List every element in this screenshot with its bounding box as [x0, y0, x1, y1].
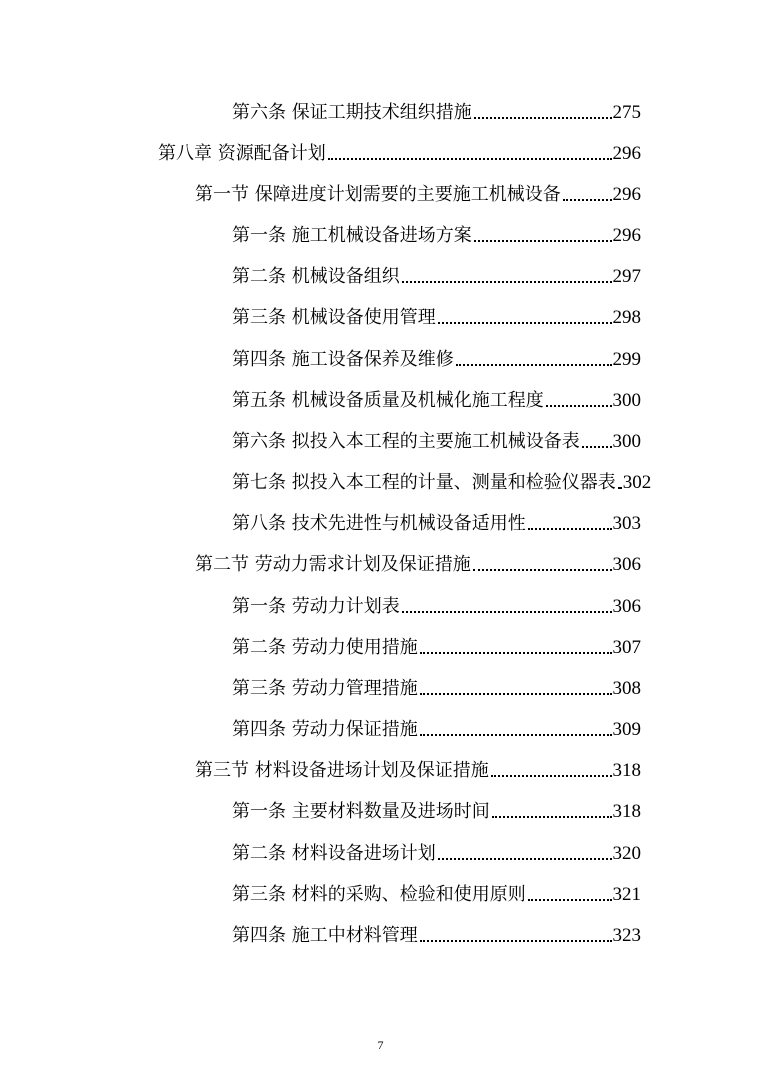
- toc-leader-dots: [420, 940, 612, 942]
- toc-entry: [232, 711, 641, 741]
- toc-entry-page: 275: [612, 102, 641, 123]
- toc-entry-title: 第四条 劳动力保证措施: [232, 719, 418, 740]
- toc-entry-title: 第一条 施工机械设备进场方案: [232, 225, 472, 246]
- toc-entry-title: 第二条 机械设备组织: [232, 266, 400, 287]
- toc-entry-title: 第一条 劳动力计划表: [232, 596, 400, 617]
- toc-entry-title: 第三条 材料的采购、检验和使用原则: [232, 884, 526, 905]
- toc-entry-title: 第七条 拟投入本工程的计量、测量和检验仪器表: [232, 472, 616, 493]
- toc-entry-title: 第二条 劳动力使用措施: [232, 637, 418, 658]
- toc-entry-page: 307: [612, 637, 641, 658]
- toc-leader-dots: [438, 322, 612, 324]
- toc-entry: [232, 876, 641, 906]
- toc-entry-title: 第四条 施工设备保养及维修: [232, 349, 454, 370]
- toc-entry-page: 297: [612, 266, 641, 287]
- toc-entry-page: 296: [612, 143, 641, 164]
- toc-entry: [195, 546, 641, 576]
- toc-leader-dots: [491, 775, 612, 777]
- toc-entry-title: 第一条 主要材料数量及进场时间: [232, 801, 490, 822]
- toc-entry-title: 第六条 拟投入本工程的主要施工机械设备表: [232, 431, 580, 452]
- toc-entry-page: 308: [612, 678, 641, 699]
- toc-leader-dots: [402, 281, 612, 283]
- toc-entry-page: 298: [612, 307, 641, 328]
- toc-leader-dots: [456, 364, 612, 366]
- toc-leader-dots: [328, 158, 612, 160]
- toc-entry-page: 306: [612, 554, 641, 575]
- toc-entry-page: 323: [612, 925, 641, 946]
- toc-entry: [232, 258, 641, 288]
- toc-entry-page: 296: [612, 184, 641, 205]
- toc-entry: [195, 752, 641, 782]
- toc-leader-dots: [528, 899, 612, 901]
- toc-entry: [158, 135, 641, 165]
- toc-entry: [232, 464, 652, 494]
- toc-entry-page: 300: [612, 390, 641, 411]
- toc-leader-dots: [563, 199, 612, 201]
- toc-entry-page: 306: [612, 596, 641, 617]
- toc-leader-dots: [473, 569, 612, 571]
- toc-entry-page: 309: [612, 719, 641, 740]
- toc-entry-page: 320: [612, 843, 641, 864]
- toc-leader-dots: [438, 858, 612, 860]
- toc-entry: [232, 94, 641, 124]
- toc-entry: [232, 341, 641, 371]
- toc-entry: [232, 588, 641, 618]
- toc-entry-page: 318: [612, 760, 641, 781]
- toc-entry-page: 321: [612, 884, 641, 905]
- toc-entry: [232, 382, 641, 412]
- toc-leader-dots: [420, 693, 612, 695]
- toc-leader-dots: [528, 528, 612, 530]
- toc-entry-page: 296: [612, 225, 641, 246]
- toc-entry: [232, 917, 641, 947]
- toc-leader-dots: [474, 240, 612, 242]
- toc-entry-page: 302: [622, 472, 652, 493]
- toc-entry: [232, 670, 641, 700]
- toc-leader-dots: [618, 487, 622, 489]
- toc-entry-title: 第一节 保障进度计划需要的主要施工机械设备: [195, 184, 561, 205]
- toc-entry-title: 第八章 资源配备计划: [158, 143, 326, 164]
- toc-entry-page: 303: [612, 513, 641, 534]
- toc-leader-dots: [546, 405, 612, 407]
- toc-entry-title: 第三条 机械设备使用管理: [232, 307, 436, 328]
- toc-entry-title: 第四条 施工中材料管理: [232, 925, 418, 946]
- toc-entry: [232, 505, 641, 535]
- toc-entry: [232, 835, 641, 865]
- toc-leader-dots: [420, 652, 612, 654]
- toc-entry: [195, 176, 641, 206]
- toc-entry-page: 299: [612, 349, 641, 370]
- toc-leader-dots: [402, 611, 612, 613]
- toc-entry: [232, 299, 641, 329]
- page-number: 7: [377, 1038, 384, 1052]
- toc-leader-dots: [420, 734, 612, 736]
- toc-entry-title: 第八条 技术先进性与机械设备适用性: [232, 513, 526, 534]
- toc-entry-title: 第三节 材料设备进场计划及保证措施: [195, 760, 489, 781]
- toc-leader-dots: [582, 446, 612, 448]
- toc-leader-dots: [492, 816, 612, 818]
- toc-entry: [232, 629, 641, 659]
- toc-entry-page: 318: [612, 801, 641, 822]
- toc-entry-page: 300: [612, 431, 641, 452]
- toc-entry-title: 第三条 劳动力管理措施: [232, 678, 418, 699]
- toc-entry-title: 第二节 劳动力需求计划及保证措施: [195, 554, 471, 575]
- toc-entry: [232, 423, 641, 453]
- toc-leader-dots: [474, 117, 612, 119]
- toc-entry: [232, 793, 641, 823]
- toc-entry-title: 第六条 保证工期技术组织措施: [232, 102, 472, 123]
- toc-entry: [232, 217, 641, 247]
- toc-entry-title: 第五条 机械设备质量及机械化施工程度: [232, 390, 544, 411]
- toc-entry-title: 第二条 材料设备进场计划: [232, 843, 436, 864]
